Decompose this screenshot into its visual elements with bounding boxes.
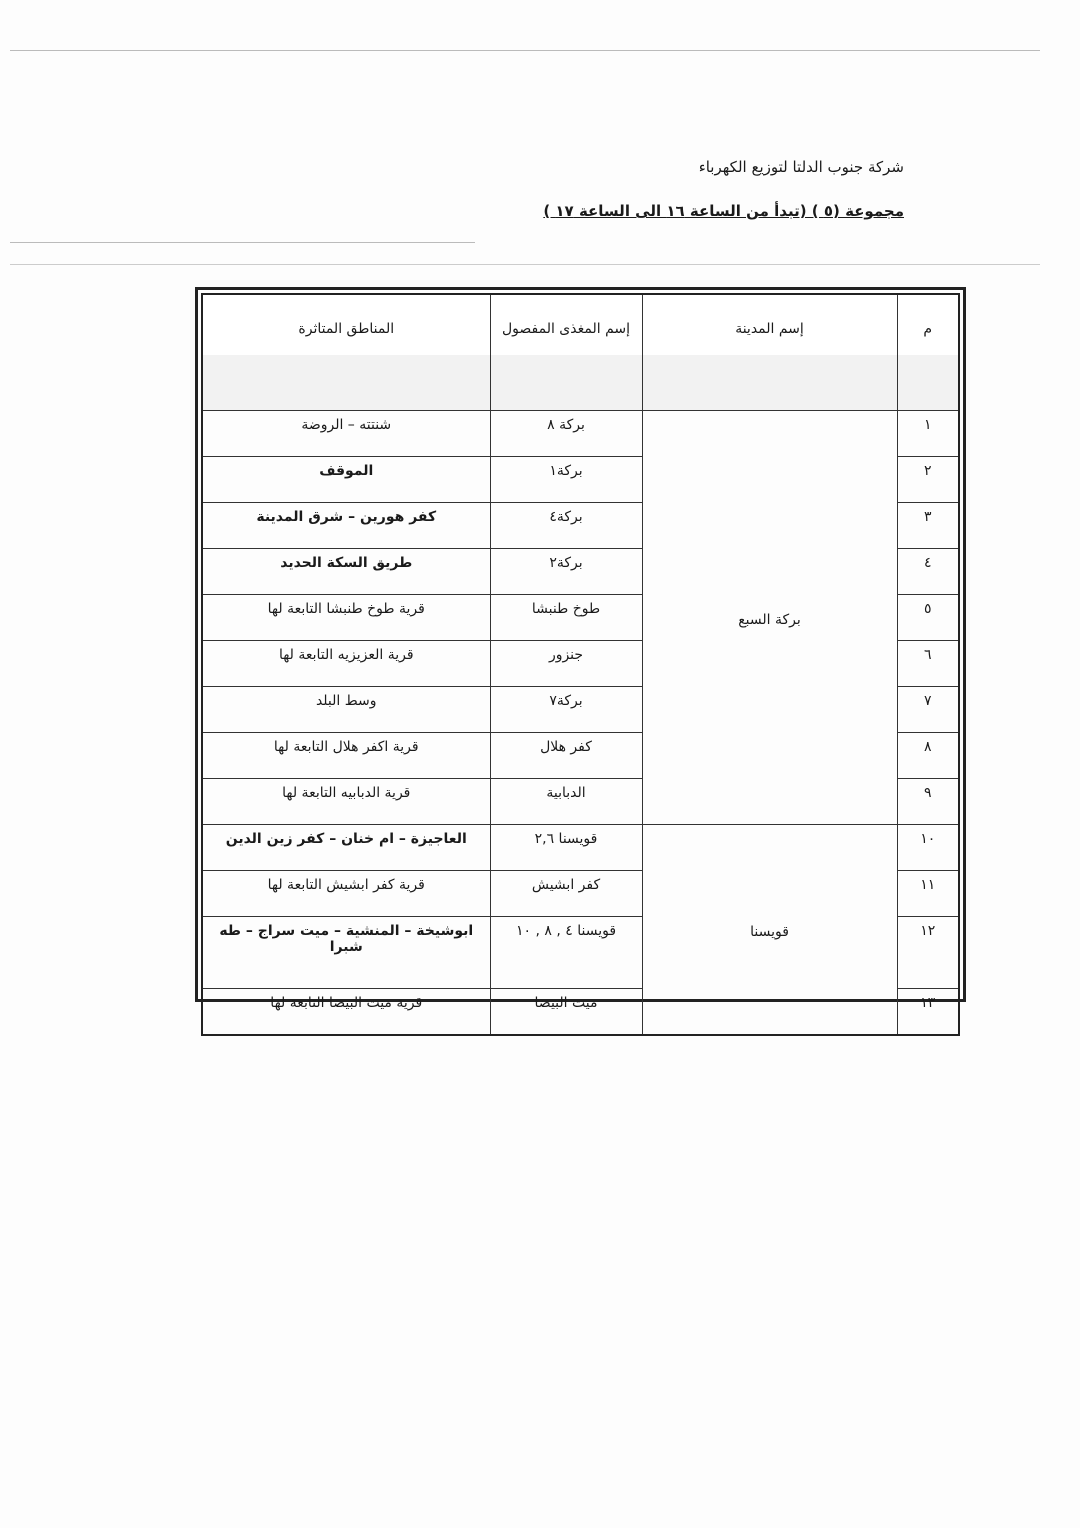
- feeder-cell: الدبابية: [490, 779, 642, 825]
- row-num: ١١: [897, 871, 959, 917]
- row-num: ٤: [897, 549, 959, 595]
- areas-cell: الموقف: [202, 457, 490, 503]
- company-name: شركة جنوب الدلتا لتوزيع الكهرباء: [698, 158, 904, 176]
- areas-cell: كفر هورين – شرق المدينة: [202, 503, 490, 549]
- table-row: [202, 825, 959, 871]
- row-num: ٣: [897, 503, 959, 549]
- feeder-cell: جنزور: [490, 641, 642, 687]
- scan-artifact-line: [10, 50, 1040, 51]
- city-cell: بركة السبع: [642, 411, 897, 825]
- areas-cell: قرية كفر ابشيش التابعة لها: [202, 871, 490, 917]
- feeder-cell: كفر هلال: [490, 733, 642, 779]
- row-num: ٨: [897, 733, 959, 779]
- areas-cell: شنتته – الروضة: [202, 411, 490, 457]
- feeder-cell: بركة١: [490, 457, 642, 503]
- schedule-table: [201, 293, 960, 1036]
- header-num: م: [897, 294, 959, 411]
- header-feeder: إسم المغذى المفصول: [490, 294, 642, 411]
- row-num: ٢: [897, 457, 959, 503]
- row-num: ١: [897, 411, 959, 457]
- feeder-cell: بركة٢: [490, 549, 642, 595]
- feeder-cell: بركة ٨: [490, 411, 642, 457]
- areas-cell: قرية طوخ طنبشا التابعة لها: [202, 595, 490, 641]
- row-num: ١٢: [897, 917, 959, 989]
- areas-cell: ابوشيخة – المنشية – ميت سراج – طه شبرا: [202, 917, 490, 989]
- feeder-cell: طوخ طنبشا: [490, 595, 642, 641]
- header-city: إسم المدينة: [642, 294, 897, 411]
- areas-cell: قرية العزيزيه التابعة لها: [202, 641, 490, 687]
- feeder-cell: بركة٤: [490, 503, 642, 549]
- areas-cell: وسط البلد: [202, 687, 490, 733]
- areas-cell: قرية ميت البيضا التابعة لها: [202, 989, 490, 1036]
- row-num: ١٠: [897, 825, 959, 871]
- areas-cell: قرية اكفر هلال التابعة لها: [202, 733, 490, 779]
- areas-cell: قرية الدبابيه التابعة لها: [202, 779, 490, 825]
- header-areas: المناطق المتاثرة: [202, 294, 490, 411]
- row-num: ٩: [897, 779, 959, 825]
- row-num: ٧: [897, 687, 959, 733]
- scan-artifact-line: [10, 242, 475, 243]
- feeder-cell: قويسنا ٢,٦: [490, 825, 642, 871]
- row-num: ١٣: [897, 989, 959, 1036]
- feeder-cell: ميت البيضا: [490, 989, 642, 1036]
- city-cell: قويسنا: [642, 825, 897, 1036]
- scan-artifact-line: [10, 264, 1040, 265]
- schedule-table-frame: [195, 287, 966, 1011]
- group-title: مجموعة (٥ ) (تبدأ من الساعة ١٦ الى الساعة ١٧ ): [543, 202, 904, 220]
- row-num: ٦: [897, 641, 959, 687]
- feeder-cell: كفر ابشيش: [490, 871, 642, 917]
- feeder-cell: قويسنا ٤ , ٨ , ١٠: [490, 917, 642, 989]
- row-num: ٥: [897, 595, 959, 641]
- table-row: [202, 411, 959, 457]
- areas-cell: العاجيزة – ام خنان – كفر زين الدين: [202, 825, 490, 871]
- areas-cell: طريق السكة الحديد: [202, 549, 490, 595]
- feeder-cell: بركة٧: [490, 687, 642, 733]
